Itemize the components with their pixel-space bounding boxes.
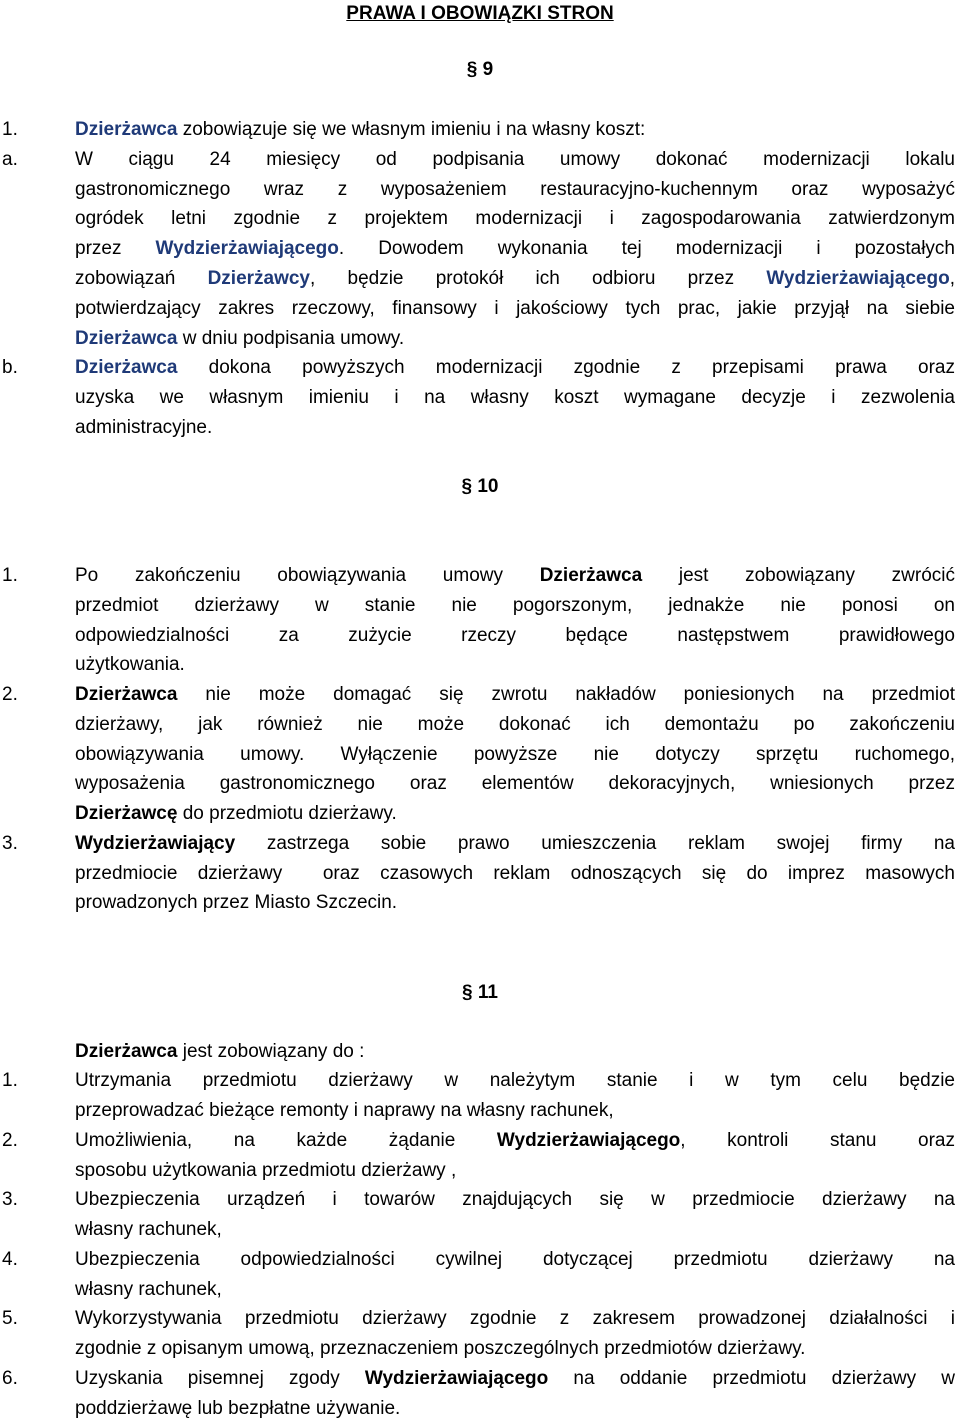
text-line: użytkowania. xyxy=(75,654,185,675)
text-line: W ciągu 24 miesięcy od podpisania umowy dokonać modernizacji lokalu xyxy=(75,149,955,170)
text-line: zobowiązań Dzierżawcy, będzie protokół ich odbioru przez Wydzierżawiającego, xyxy=(75,268,955,289)
text-fragment: zobowiązuje się we własnym imieniu i na własny koszt: xyxy=(177,119,646,140)
list-marker: 1. xyxy=(2,565,18,586)
section-intro xyxy=(0,1038,960,1066)
text-line: dzierżawy, jak również nie może dokonać ich demontażu po zakończeniu xyxy=(75,714,955,735)
list-marker: 5. xyxy=(2,1308,18,1329)
text-line: Ubezpieczenia odpowiedzialności cywilnej dotyczącej przedmiotu dzierżawy na xyxy=(75,1249,955,1270)
list-marker: 6. xyxy=(2,1368,18,1389)
list-item-text xyxy=(75,116,955,144)
section-header-9: § 9 xyxy=(466,59,494,80)
text-line: własny rachunek, xyxy=(75,1219,222,1240)
list-marker: 1. xyxy=(2,1070,18,1091)
term-dzierzawca: Dzierżawca xyxy=(75,119,178,140)
text-line: ogródek letni zgodnie z projektem modernizacji i zagospodarowania zatwierdzonym xyxy=(75,208,955,229)
text-line: Dzierżawca w dniu podpisania umowy. xyxy=(75,328,405,349)
text-line: przedmiocie dzierżawy oraz czasowych reklam odnoszących się do imprez masowych xyxy=(75,863,955,884)
text-line: wyposażenia gastronomicznego oraz elementów dekoracyjnych, wniesionych przez xyxy=(75,773,955,794)
text-line: Umożliwienia, na każde żądanie Wydzierżawiającego, kontroli stanu oraz xyxy=(75,1130,955,1151)
text-line: Dzierżawcę do przedmiotu dzierżawy. xyxy=(75,803,397,824)
text-line: zgodnie z opisanym umową, przeznaczeniem poszczególnych przedmiotów dzierżawy. xyxy=(75,1338,806,1359)
text-line: obowiązywania umowy. Wyłączenie powyższe nie dotyczy sprzętu ruchomego, xyxy=(75,744,955,765)
list-marker: 3. xyxy=(2,1189,18,1210)
document-title: PRAWA I OBOWIĄZKI STRON xyxy=(346,3,614,24)
list-marker: a. xyxy=(2,149,18,170)
text-line: odpowiedzialności za zużycie rzeczy będące następstwem prawidłowego xyxy=(75,625,955,646)
text-line: przez Wydzierżawiającego. Dowodem wykonania tej modernizacji i pozostałych xyxy=(75,238,955,259)
list-item xyxy=(0,116,960,144)
text-line: gastronomicznego wraz z wyposażeniem restauracyjno-kuchennym oraz wyposażyć xyxy=(75,179,955,200)
text-line: sposobu użytkowania przedmiotu dzierżawy , xyxy=(75,1160,457,1181)
text-line: administracyjne. xyxy=(75,417,213,438)
text-line: potwierdzający zakres rzeczowy, finansowy i jakościowy tych prac, jakie przyjął na siebie xyxy=(75,298,955,319)
list-marker: 3. xyxy=(2,833,18,854)
section-header-11: § 11 xyxy=(462,982,498,1003)
text-line: Wykorzystywania przedmiotu dzierżawy zgodnie z zakresem prowadzonej działalności i xyxy=(75,1308,955,1329)
text-line: Dzierżawca nie może domagać się zwrotu nakładów poniesionych na przedmiot xyxy=(75,684,955,705)
list-marker: 2. xyxy=(2,684,18,705)
text-line: przedmiot dzierżawy w stanie nie pogorszonym, jednakże nie ponosi on xyxy=(75,595,955,616)
text-line: Uzyskania pisemnej zgody Wydzierżawiającego na oddanie przedmiotu dzierżawy w xyxy=(75,1368,956,1389)
text-line: Utrzymania przedmiotu dzierżawy w należytym stanie i w tym celu będzie xyxy=(75,1070,955,1091)
text-line: Wydzierżawiający zastrzega sobie prawo umieszczenia reklam swojej firmy na xyxy=(75,833,955,854)
text-line: Dzierżawca jest zobowiązany do : xyxy=(75,1041,365,1062)
text-line: przeprowadzać bieżące remonty i naprawy na własny rachunek, xyxy=(75,1100,614,1121)
text-line: Ubezpieczenia urządzeń i towarów znajdujących się w przedmiocie dzierżawy na xyxy=(75,1189,955,1210)
list-marker: b. xyxy=(2,357,18,378)
list-marker: 1. xyxy=(2,119,18,140)
text-line: Dzierżawca dokona powyższych modernizacji zgodnie z przepisami prawa oraz xyxy=(75,357,955,378)
text-line: Po zakończeniu obowiązywania umowy Dzierżawca jest zobowiązany zwrócić xyxy=(75,565,955,586)
text-line: własny rachunek, xyxy=(75,1279,222,1300)
list-marker: 2. xyxy=(2,1130,18,1151)
section-header-10: § 10 xyxy=(461,476,499,497)
text-line: prowadzonych przez Miasto Szczecin. xyxy=(75,892,398,913)
text-line: uzyska we własnym imieniu i na własny koszt wymagane decyzje i zezwolenia xyxy=(75,387,955,408)
list-marker: 4. xyxy=(2,1249,18,1270)
text-line: poddzierżawę lub bezpłatne używanie. xyxy=(75,1398,401,1419)
